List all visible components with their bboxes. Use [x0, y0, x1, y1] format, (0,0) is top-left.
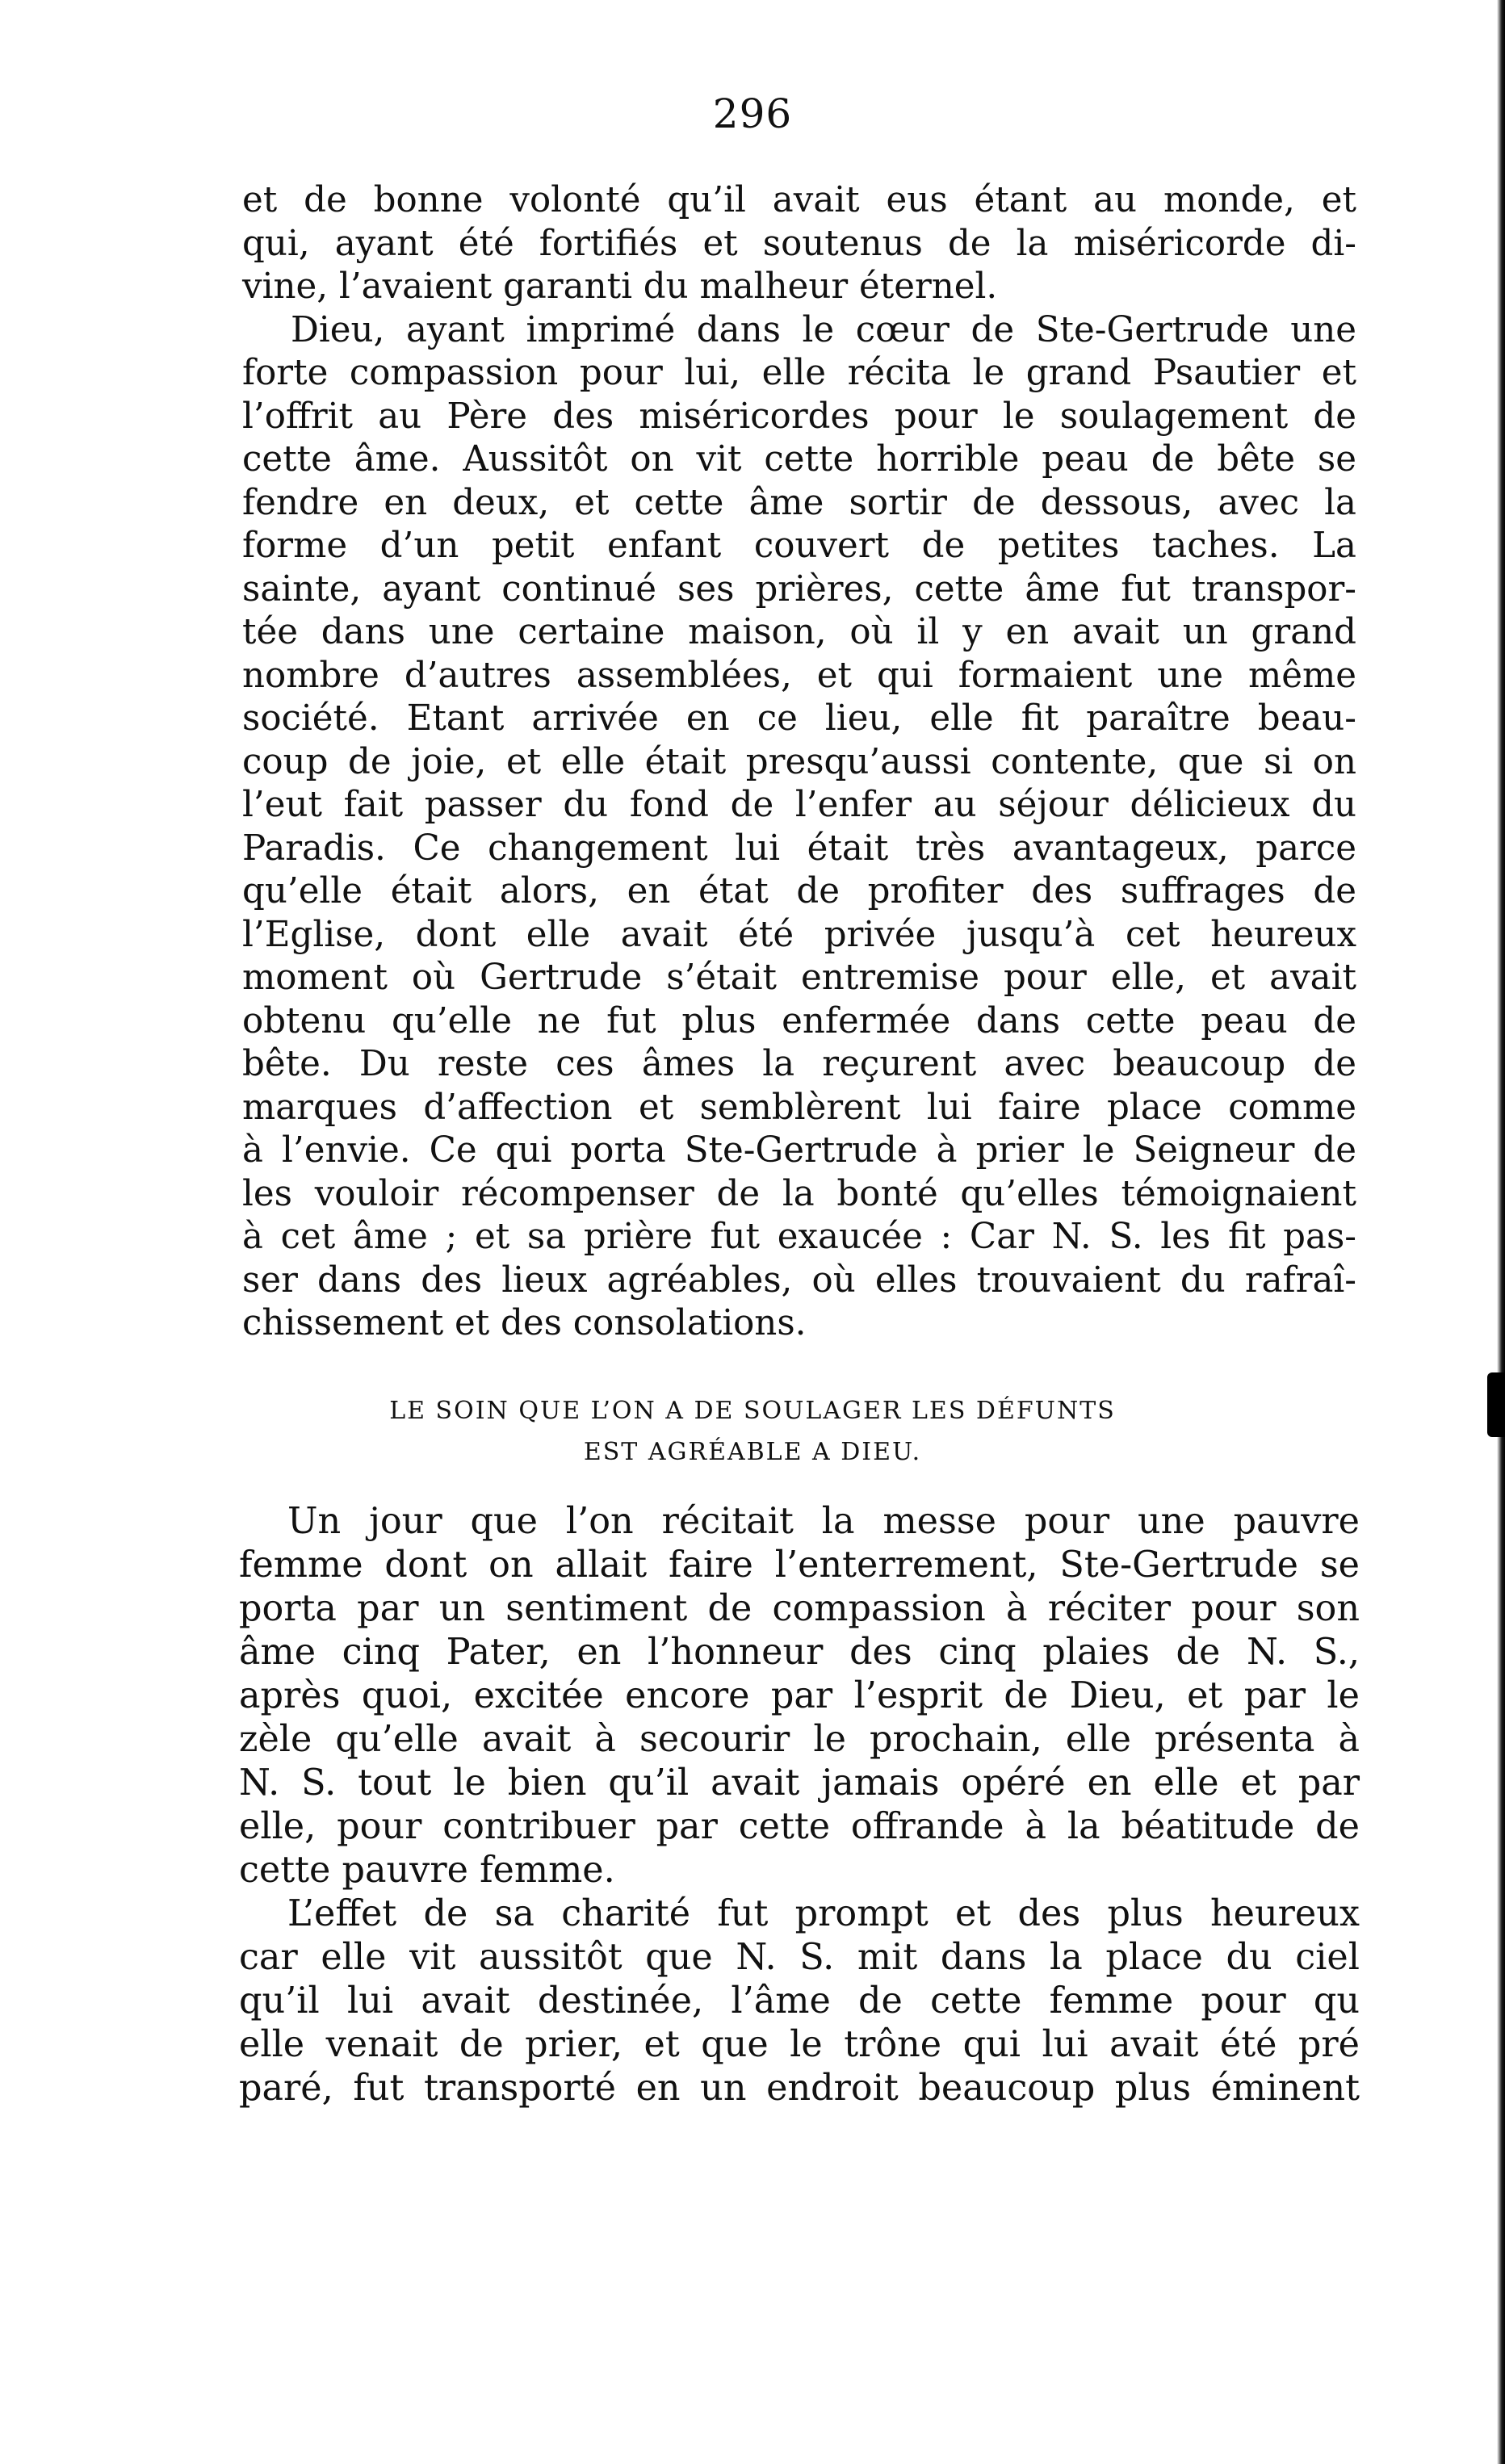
text-column-bottom	[239, 1500, 1360, 2110]
paragraph-continuation	[242, 179, 1356, 309]
text-line: forme d’un petit enfant couvert de petites taches. La	[242, 526, 1356, 566]
text-line: obtenu qu’elle ne fut plus enfermée dans cette peau de	[242, 1000, 1356, 1041]
text-line: ser dans des lieux agréables, où elles trouvaient du rafraî-	[242, 1259, 1356, 1301]
text-line: l’Eglise, dont elle avait été privée jusqu’à cet heureux	[242, 914, 1356, 955]
text-line: à l’envie. Ce qui porta Ste-Gertrude à prier le Seigneur de	[242, 1130, 1356, 1171]
paragraph-pauvre-femme	[239, 1500, 1360, 1892]
text-line: N. S. tout le bien qu’il avait jamais opéré en elle et par	[239, 1762, 1360, 1804]
text-line: chissement et des consolations.	[242, 1303, 807, 1343]
text-line: nombre d’autres assemblées, et qui formaient une même	[242, 655, 1356, 696]
heading-line: LE SOIN QUE L’ON A DE SOULAGER LES DÉFUNTS	[389, 1397, 1116, 1425]
text-line: femme dont on allait faire l’enterrement, Ste-Gertrude se	[239, 1544, 1360, 1586]
text-line: marques d’affection et semblèrent lui faire place comme	[242, 1087, 1356, 1128]
text-line: l’offrit au Père des miséricordes pour le soulagement de	[242, 396, 1356, 437]
text-line: après quoi, excitée encore par l’esprit de Dieu, et par le	[239, 1675, 1360, 1716]
text-line: âme cinq Pater, en l’honneur des cinq plaies de N. S.,	[239, 1632, 1360, 1673]
text-line: qu’il lui avait destinée, l’âme de cette femme pour qu	[239, 1980, 1360, 2022]
text-line: L’effet de sa charité fut prompt et des plus heureux	[287, 1893, 1360, 1934]
text-line: société. Etant arrivée en ce lieu, elle fit paraître beau-	[242, 698, 1356, 739]
text-line: Dieu, ayant imprimé dans le cœur de Ste-Gertrude une	[291, 309, 1356, 350]
text-line: et de bonne volonté qu’il avait eus étant au monde, et	[242, 180, 1356, 220]
text-line: car elle vit aussitôt que N. S. mit dans la place du ciel	[239, 1937, 1360, 1978]
scan-edge-blot	[1487, 1372, 1505, 1437]
text-line: l’eut fait passer du fond de l’enfer au séjour délicieux du	[242, 785, 1356, 825]
text-column-top	[242, 179, 1356, 1346]
text-line: Paradis. Ce changement lui était très avantageux, parce	[242, 828, 1356, 869]
paragraph-effet-charite	[239, 1892, 1360, 2110]
text-line: paré, fut transporté en un endroit beaucoup plus éminent	[239, 2068, 1360, 2109]
page-number: 296	[712, 90, 793, 137]
text-line: tée dans une certaine maison, où il y en avait un grand	[242, 612, 1356, 652]
text-line: qu’elle était alors, en état de profiter des suffrages de	[242, 871, 1356, 911]
heading-line: EST AGRÉABLE A DIEU.	[583, 1438, 922, 1466]
paragraph-psautier	[242, 309, 1356, 1346]
text-line: cette pauvre femme.	[239, 1850, 615, 1891]
text-line: coup de joie, et elle était presqu’aussi contente, que si on	[242, 741, 1356, 782]
text-line: à cet âme ; et sa prière fut exaucée : Car N. S. les fit pas-	[242, 1217, 1356, 1257]
text-line: fendre en deux, et cette âme sortir de dessous, avec la	[242, 482, 1356, 523]
section-heading	[0, 1390, 1505, 1473]
scan-edge-shadow	[1497, 0, 1505, 2464]
text-line: sainte, ayant continué ses prières, cette âme fut transpor-	[242, 568, 1356, 610]
text-line: Un jour que l’on récitait la messe pour une pauvre	[287, 1501, 1360, 1542]
text-line: cette âme. Aussitôt on vit cette horrible peau de bête se	[242, 439, 1356, 480]
text-line: porta par un sentiment de compassion à réciter pour son	[239, 1588, 1360, 1629]
text-line: elle, pour contribuer par cette offrande à la béatitude de	[239, 1806, 1360, 1847]
text-line: les vouloir récompenser de la bonté qu’elles témoignaient	[242, 1173, 1356, 1214]
text-line: forte compassion pour lui, elle récita le grand Psautier et	[242, 353, 1356, 393]
text-line: elle venait de prier, et que le trône qui lui avait été pré	[239, 2024, 1360, 2065]
text-line: qui, ayant été fortifiés et soutenus de la miséricorde di-	[242, 223, 1356, 264]
text-line: bête. Du reste ces âmes la reçurent avec beaucoup de	[242, 1044, 1356, 1084]
text-line: zèle qu’elle avait à secourir le prochain, elle présenta à	[239, 1719, 1360, 1760]
text-line: vine, l’avaient garanti du malheur éternel.	[242, 266, 998, 307]
text-line: moment où Gertrude s’était entremise pour elle, et avait	[242, 958, 1356, 998]
